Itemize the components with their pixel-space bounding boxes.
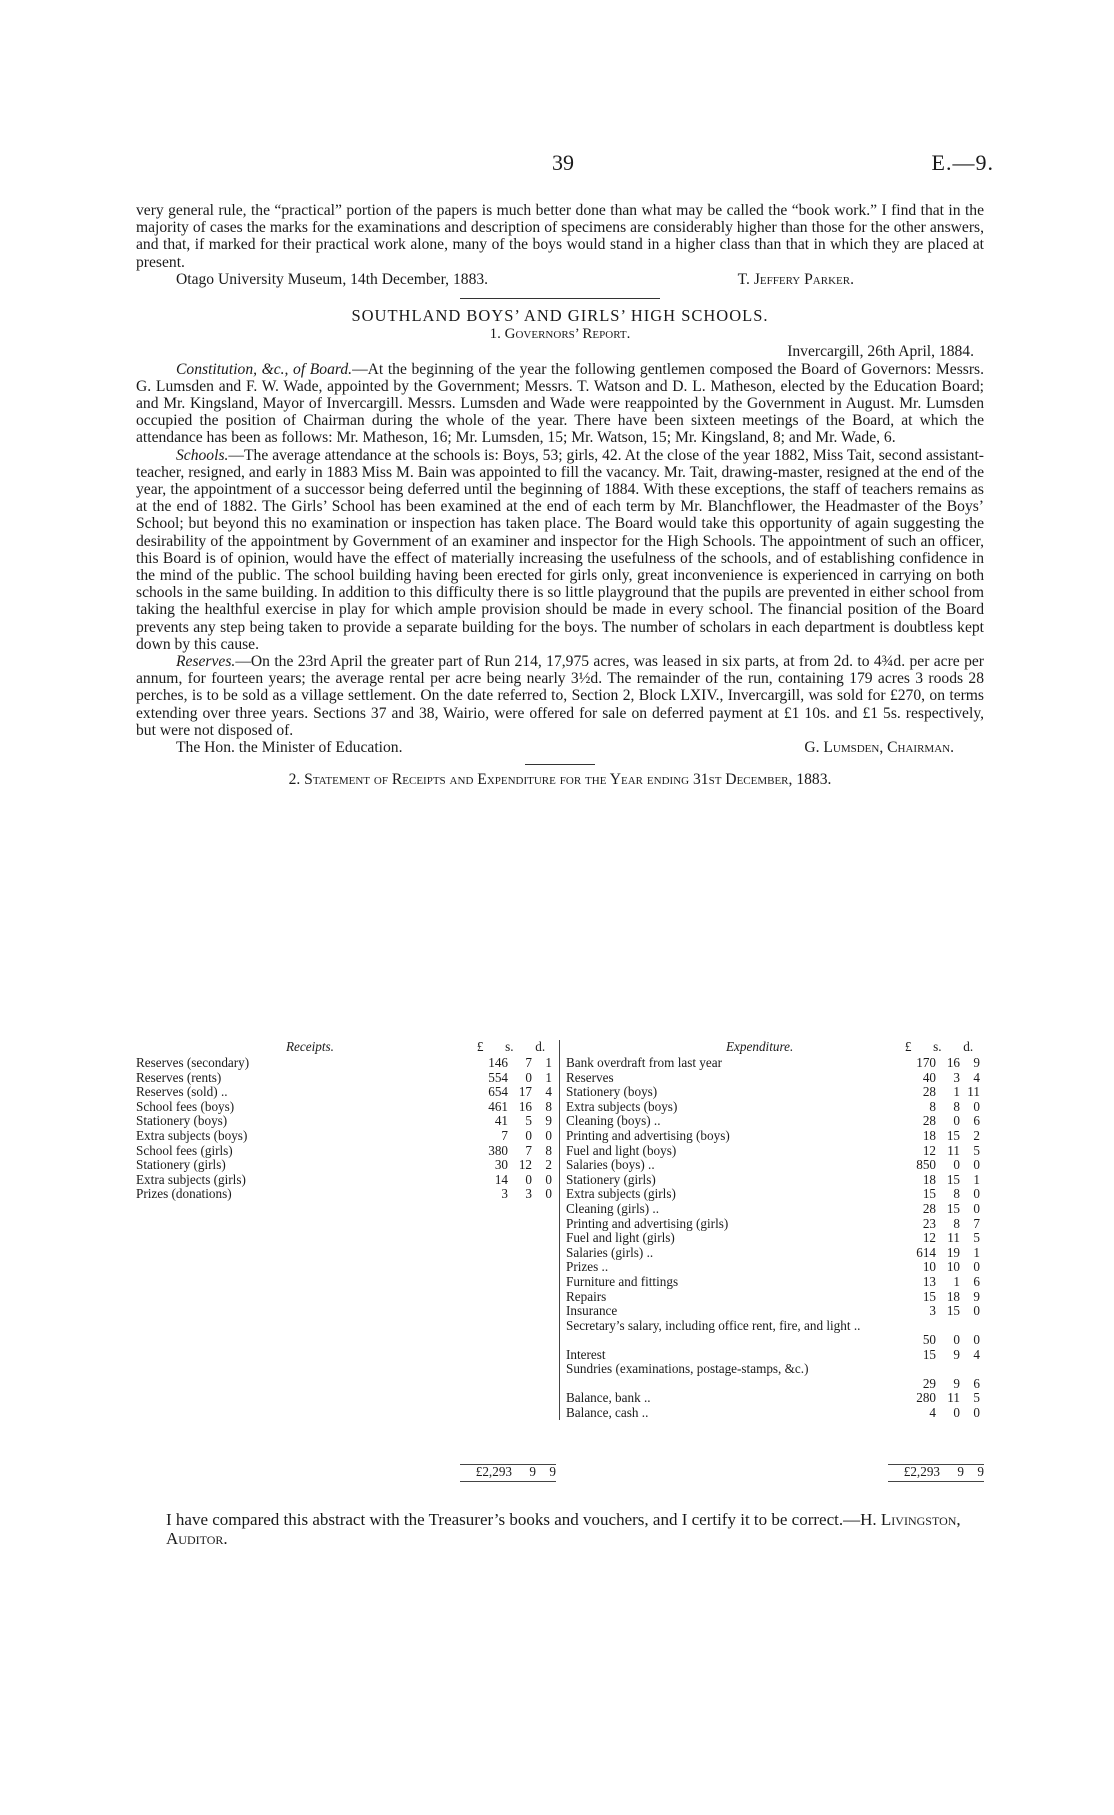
amount-pounds: 3 xyxy=(501,1186,508,1202)
statement-row xyxy=(566,1056,984,1071)
amount-shillings: 15 xyxy=(946,1303,960,1319)
row-amount xyxy=(894,1231,984,1246)
amount-pence: 0 xyxy=(545,1171,552,1187)
total-pounds: £2,293 xyxy=(475,1464,512,1479)
amount-pence: 4 xyxy=(973,1346,980,1362)
amount-shillings: 8 xyxy=(953,1215,960,1231)
amount-pounds: 12 xyxy=(922,1230,936,1246)
shillings-heading: s. xyxy=(933,1039,942,1054)
amount-pounds: 41 xyxy=(494,1113,508,1129)
row-amount xyxy=(466,1085,556,1100)
amount-shillings: 11 xyxy=(947,1142,960,1158)
row-label: Reserves (rents) xyxy=(136,1069,222,1085)
row-amount xyxy=(466,1173,556,1188)
total-pounds: £2,293 xyxy=(903,1464,940,1479)
amount-pounds: 40 xyxy=(922,1069,936,1085)
auditor-signature: H. Livingston, Auditor. xyxy=(166,1510,961,1548)
statement-row xyxy=(566,1246,984,1261)
amount-shillings: 0 xyxy=(953,1404,960,1420)
row-amount xyxy=(466,1071,556,1086)
row-label: Extra subjects (boys) xyxy=(136,1127,248,1143)
amount-shillings: 15 xyxy=(946,1200,960,1216)
pounds-heading: £ xyxy=(476,1039,484,1054)
amount-pounds: 8 xyxy=(929,1098,936,1114)
amount-shillings: 16 xyxy=(518,1098,532,1114)
statement-row xyxy=(566,1275,984,1290)
amount-pence: 2 xyxy=(973,1127,980,1143)
receipts-column xyxy=(136,1040,556,1202)
row-label: Balance, bank .. xyxy=(566,1390,651,1406)
expenditure-total xyxy=(888,1464,984,1482)
total-pence: 9 xyxy=(977,1464,984,1479)
statement-row xyxy=(566,1100,984,1115)
row-label: Reserves (sold) .. xyxy=(136,1084,228,1100)
receipts-total xyxy=(460,1464,556,1482)
pence-heading: d. xyxy=(535,1039,546,1054)
amount-shillings: 3 xyxy=(525,1186,532,1202)
amount-pence: 9 xyxy=(545,1113,552,1129)
statement-row xyxy=(566,1260,984,1275)
statement-row xyxy=(136,1173,556,1188)
statement-row xyxy=(566,1129,984,1144)
amount-shillings: 1 xyxy=(953,1084,960,1100)
row-label: Extra subjects (girls) xyxy=(566,1186,676,1202)
row-label: Bank overdraft from last year xyxy=(566,1055,722,1070)
row-amount xyxy=(894,1246,984,1261)
statement-row xyxy=(136,1187,556,1202)
statement-row xyxy=(566,1362,984,1391)
report-body xyxy=(136,202,984,789)
amount-pounds: 614 xyxy=(916,1244,936,1260)
row-amount xyxy=(466,1187,556,1202)
amount-pence: 0 xyxy=(973,1200,980,1216)
amount-pounds: 30 xyxy=(494,1157,508,1173)
page-header xyxy=(0,150,1114,180)
statement-row xyxy=(566,1158,984,1173)
row-amount xyxy=(466,1158,556,1173)
row-label: Sundries (examinations, postage-stamps, &c.) xyxy=(566,1361,809,1377)
currency-headers xyxy=(466,1040,556,1055)
amount-pounds: 15 xyxy=(922,1288,936,1304)
row-label: School fees (girls) xyxy=(136,1142,233,1158)
statement-row xyxy=(566,1187,984,1202)
place-date: Otago University Museum, 14th December, 1883. xyxy=(176,270,489,288)
amount-pence: 9 xyxy=(973,1055,980,1070)
row-label: Printing and advertising (boys) xyxy=(566,1127,730,1143)
amount-pounds: 13 xyxy=(922,1273,936,1289)
amount-pence: 0 xyxy=(973,1259,980,1275)
amount-pounds: 15 xyxy=(922,1186,936,1202)
expenditure-header xyxy=(566,1040,984,1056)
statement-row xyxy=(566,1290,984,1305)
paragraph-schools xyxy=(136,447,984,653)
paragraph-head: Schools. xyxy=(176,446,229,464)
row-label: School fees (boys) xyxy=(136,1098,235,1114)
amount-pence: 1 xyxy=(545,1069,552,1085)
amount-pence: 2 xyxy=(545,1157,552,1173)
receipts-heading: Receipts. xyxy=(286,1039,334,1054)
amount-pence: 5 xyxy=(973,1142,980,1158)
row-label: Stationery (girls) xyxy=(566,1171,656,1187)
amount-pence: 8 xyxy=(545,1098,552,1114)
row-amount xyxy=(894,1144,984,1159)
pounds-heading: £ xyxy=(904,1039,912,1054)
row-amount xyxy=(894,1377,984,1392)
amount-pence: 5 xyxy=(973,1390,980,1406)
row-amount xyxy=(894,1275,984,1290)
statement-row xyxy=(566,1071,984,1086)
row-amount xyxy=(894,1391,984,1406)
row-amount xyxy=(894,1333,984,1348)
amount-pounds: 28 xyxy=(922,1084,936,1100)
row-label: Balance, cash .. xyxy=(566,1404,649,1420)
amount-pounds: 850 xyxy=(916,1157,936,1173)
statement-row xyxy=(136,1056,556,1071)
amount-shillings: 7 xyxy=(525,1142,532,1158)
total-pence: 9 xyxy=(549,1464,556,1479)
amount-pounds: 23 xyxy=(922,1215,936,1231)
row-label: Fuel and light (girls) xyxy=(566,1230,675,1246)
statement-row xyxy=(566,1304,984,1319)
amount-shillings: 7 xyxy=(525,1055,532,1070)
row-label: Prizes (donations) xyxy=(136,1186,232,1202)
amount-pounds: 14 xyxy=(494,1171,508,1187)
amount-pounds: 7 xyxy=(501,1127,508,1143)
amount-pence: 5 xyxy=(973,1230,980,1246)
statement-row xyxy=(566,1085,984,1100)
paragraph-text: —The average attendance at the schools is: Boys, 53; girls, 42. At the close of the year 1882, Miss Tait, second assistant-teacher, resigned, and early in 1883 Miss M. Bain was appointed to fill the vacancy. Mr. Tait, drawing-master, resigned at the end of the year, the appointment of a successor being deferred until the beginning of 1884. With these exceptions, the staff of teachers remains as at the end of 1882. The Girls’ School has been examined at the end of each term by Mr. Blanchflower, the Headmaster of the Boys’ School; but beyond this no examination or inspection has taken place. The Board would take this opportunity of again suggesting the desirability of the appointment by Government of an examiner and inspector for the High Schools. The appointment of such an officer, this Board is of opinion, would have the effect of materially increasing the usefulness of the schools, and of establishing confidence in the mind of the public. The school building having been erected for girls only, great inconvenience is experienced in carrying on both schools in the same building. In addition to this difficulty there is so little playground that the pupils are prevented in either school from taking the healthful exercise in play for which ample provision should be made in every school. The financial position of the Board prevents any step being taken to provide a separate building for the boys. The number of scholars in each department is doubtless kept down by this cause. xyxy=(136,446,984,653)
amount-pounds: 18 xyxy=(922,1171,936,1187)
page-number: 39 xyxy=(552,150,574,175)
row-amount xyxy=(466,1114,556,1129)
row-label: Repairs xyxy=(566,1288,607,1304)
row-label: Interest xyxy=(566,1346,606,1362)
row-label: Stationery (girls) xyxy=(136,1157,226,1173)
amount-pounds: 29 xyxy=(922,1375,936,1391)
amount-pence: 6 xyxy=(973,1113,980,1129)
amount-pence: 1 xyxy=(973,1171,980,1187)
amount-shillings: 11 xyxy=(947,1230,960,1246)
amount-shillings: 8 xyxy=(953,1098,960,1114)
row-amount xyxy=(894,1217,984,1232)
amount-pounds: 146 xyxy=(488,1055,508,1070)
paragraph-head: Reserves. xyxy=(176,653,236,671)
statement-row xyxy=(566,1144,984,1159)
expenditure-rows xyxy=(566,1056,984,1420)
amount-shillings: 9 xyxy=(953,1375,960,1391)
signature: T. Jeffery Parker. xyxy=(737,270,854,288)
statement-row xyxy=(566,1348,984,1363)
paragraph-head: Constitution, &c., of Board. xyxy=(176,360,353,378)
amount-pounds: 12 xyxy=(922,1142,936,1158)
statement-row xyxy=(566,1406,984,1421)
amount-shillings: 15 xyxy=(946,1171,960,1187)
amount-pounds: 654 xyxy=(488,1084,508,1100)
amount-pounds: 380 xyxy=(488,1142,508,1158)
pence-heading: d. xyxy=(963,1039,974,1054)
row-amount xyxy=(894,1100,984,1115)
paragraph-reserves xyxy=(136,653,984,739)
amount-pounds: 28 xyxy=(922,1200,936,1216)
row-amount xyxy=(894,1158,984,1173)
amount-shillings: 12 xyxy=(518,1157,532,1173)
amount-pounds: 10 xyxy=(922,1259,936,1275)
amount-shillings: 8 xyxy=(953,1186,960,1202)
row-amount xyxy=(894,1129,984,1144)
amount-shillings: 0 xyxy=(525,1127,532,1143)
amount-shillings: 0 xyxy=(953,1113,960,1129)
row-amount xyxy=(466,1144,556,1159)
divider xyxy=(525,764,595,765)
total-shillings: 9 xyxy=(529,1464,536,1479)
divider xyxy=(460,298,660,299)
row-label: Reserves xyxy=(566,1069,614,1085)
amount-shillings: 0 xyxy=(953,1332,960,1348)
row-label: Extra subjects (girls) xyxy=(136,1171,246,1187)
amount-shillings: 15 xyxy=(946,1127,960,1143)
amount-pence: 0 xyxy=(545,1127,552,1143)
paragraph-constitution xyxy=(136,361,984,447)
amount-pence: 1 xyxy=(973,1244,980,1260)
statement-title: 2. Statement of Receipts and Expenditure for the Year ending 31st December, 1883. xyxy=(288,771,832,789)
row-label: Stationery (boys) xyxy=(136,1113,228,1129)
row-amount xyxy=(894,1348,984,1363)
section-title: SOUTHLAND BOYS’ AND GIRLS’ HIGH SCHOOLS. xyxy=(351,306,769,326)
statement-row xyxy=(136,1085,556,1100)
row-label: Reserves (secondary) xyxy=(136,1055,250,1070)
statement-row xyxy=(136,1114,556,1129)
statement-row xyxy=(566,1319,984,1348)
amount-pounds: 280 xyxy=(916,1390,936,1406)
amount-shillings: 11 xyxy=(947,1390,960,1406)
row-amount xyxy=(894,1173,984,1188)
row-label: Salaries (boys) .. xyxy=(566,1157,655,1173)
amount-pounds: 170 xyxy=(916,1055,936,1070)
addressee: The Hon. the Minister of Education. xyxy=(176,739,403,757)
row-amount xyxy=(894,1071,984,1086)
row-amount xyxy=(894,1056,984,1071)
amount-shillings: 1 xyxy=(953,1273,960,1289)
amount-pounds: 18 xyxy=(922,1127,936,1143)
row-amount xyxy=(894,1187,984,1202)
expenditure-heading: Expenditure. xyxy=(726,1039,794,1054)
row-amount xyxy=(894,1114,984,1129)
row-label: Cleaning (girls) .. xyxy=(566,1200,660,1216)
amount-pence: 8 xyxy=(545,1142,552,1158)
row-label: Stationery (boys) xyxy=(566,1084,658,1100)
amount-shillings: 0 xyxy=(525,1069,532,1085)
row-amount xyxy=(894,1290,984,1305)
currency-headers xyxy=(894,1040,984,1055)
statement-row xyxy=(136,1144,556,1159)
dateline: Invercargill, 26th April, 1884. xyxy=(787,343,974,361)
amount-pounds: 554 xyxy=(488,1069,508,1085)
paragraph-text: —On the 23rd April the greater part of Run 214, 17,975 acres, was leased in six parts, at from 2d. to 4¾d. per acre per annum, for fourteen years; the average rental per acre being nearly 3½d. The remainder of the run, containing 179 acres 3 roods 28 perches, is to be sold as a village settlement. On the date referred to, Section 2, Block LXIV., Invercargill, was sold for £270, on terms extending over three years. Sections 37 and 38, Wairio, were offered for sale on deferred payment at £1 10s. and £1 5s. respectively, but were not disposed of. xyxy=(136,653,984,739)
amount-pence: 0 xyxy=(545,1186,552,1202)
amount-shillings: 16 xyxy=(946,1055,960,1070)
amount-shillings: 0 xyxy=(525,1171,532,1187)
amount-shillings: 5 xyxy=(525,1113,532,1129)
amount-pence: 7 xyxy=(973,1215,980,1231)
row-label: Printing and advertising (girls) xyxy=(566,1215,729,1231)
amount-pence: 0 xyxy=(973,1186,980,1202)
amount-pence: 0 xyxy=(973,1332,980,1348)
amount-pence: 0 xyxy=(973,1098,980,1114)
amount-pence: 4 xyxy=(545,1084,552,1100)
series-reference: E.—9. xyxy=(931,150,994,175)
amount-shillings: 0 xyxy=(953,1157,960,1173)
row-amount xyxy=(894,1202,984,1217)
amount-shillings: 9 xyxy=(953,1346,960,1362)
row-label: Secretary’s salary, including office rent, fire, and light .. xyxy=(566,1317,861,1333)
statement-row xyxy=(566,1173,984,1188)
row-amount xyxy=(894,1260,984,1275)
row-amount xyxy=(894,1085,984,1100)
amount-pence: 9 xyxy=(973,1288,980,1304)
intro-paragraph: very general rule, the “practical” portion of the papers is much better done than what may be called the “book work.” I find that in the majority of cases the marks for the examinations and description of specimens are considerably higher than those for the other answers, and that, if marked for their practical work alone, many of the boys would stand in a higher class than that in which they are placed at present. xyxy=(136,202,984,271)
amount-shillings: 10 xyxy=(946,1259,960,1275)
amount-pence: 4 xyxy=(973,1069,980,1085)
amount-shillings: 17 xyxy=(518,1084,532,1100)
row-label: Extra subjects (boys) xyxy=(566,1098,678,1114)
amount-pence: 6 xyxy=(973,1375,980,1391)
amount-pence: 0 xyxy=(973,1303,980,1319)
total-shillings: 9 xyxy=(957,1464,964,1479)
amount-pence: 0 xyxy=(973,1157,980,1173)
amount-pence: 1 xyxy=(545,1055,552,1070)
paragraph-text: —At the beginning of the year the following gentlemen composed the Board of Governors: Messrs. G. Lumsden and F. W. Wade, appointed by the Government; Messrs. T. Watson and D. L. Matheson, elected by the Education Board; and Mr. Kingsland, Mayor of Invercargill. Messrs. Lumsden and Wade were reappointed by the Government in August. Mr. Lumsden occupied the position of Chairman during the whole of the year. There have been sixteen meetings of the Board, at which the attendance has been as follows: Mr. Matheson, 16; Mr. Lumsden, 15; Mr. Watson, 15; Mr. Kingsland, 8; and Mr. Wade, 6. xyxy=(136,360,984,447)
row-amount xyxy=(894,1406,984,1421)
receipts-header xyxy=(136,1040,556,1056)
statement-row xyxy=(136,1100,556,1115)
row-amount xyxy=(466,1129,556,1144)
statement-row xyxy=(566,1114,984,1129)
receipts-rows xyxy=(136,1056,556,1202)
amount-pence: 0 xyxy=(973,1404,980,1420)
amount-pounds: 15 xyxy=(922,1346,936,1362)
statement-row xyxy=(566,1391,984,1406)
intro-signature-line xyxy=(136,271,984,288)
certificate-text: I have compared this abstract with the Treasurer’s books and vouchers, and I certify it to be correct.— xyxy=(166,1510,861,1529)
row-label: Salaries (girls) .. xyxy=(566,1244,654,1260)
row-label: Fuel and light (boys) xyxy=(566,1142,677,1158)
amount-pounds: 3 xyxy=(929,1303,936,1319)
amount-pence: 6 xyxy=(973,1273,980,1289)
row-amount xyxy=(466,1056,556,1071)
row-amount xyxy=(466,1100,556,1115)
amount-shillings: 3 xyxy=(953,1069,960,1085)
amount-shillings: 19 xyxy=(946,1244,960,1260)
auditor-certificate xyxy=(166,1510,984,1548)
row-amount xyxy=(894,1304,984,1319)
section-subtitle: 1. Governors’ Report. xyxy=(489,326,631,343)
row-label: Prizes .. xyxy=(566,1259,609,1275)
statement-row xyxy=(136,1071,556,1086)
amount-pounds: 461 xyxy=(488,1098,508,1114)
statement-row xyxy=(136,1158,556,1173)
amount-pounds: 4 xyxy=(929,1404,936,1420)
statement-row xyxy=(566,1231,984,1246)
row-label: Furniture and fittings xyxy=(566,1273,679,1289)
statement-row xyxy=(566,1217,984,1232)
amount-pounds: 28 xyxy=(922,1113,936,1129)
amount-pounds: 50 xyxy=(922,1332,936,1348)
report-signature-line xyxy=(136,739,984,756)
amount-pence: 11 xyxy=(967,1084,980,1100)
expenditure-column xyxy=(559,1040,984,1420)
amount-shillings: 18 xyxy=(946,1288,960,1304)
row-label: Insurance xyxy=(566,1303,618,1319)
chairman-signature: G. Lumsden, Chairman. xyxy=(804,739,954,757)
shillings-heading: s. xyxy=(505,1039,514,1054)
statement-row xyxy=(566,1202,984,1217)
statement-row xyxy=(136,1129,556,1144)
row-label: Cleaning (boys) .. xyxy=(566,1113,661,1129)
